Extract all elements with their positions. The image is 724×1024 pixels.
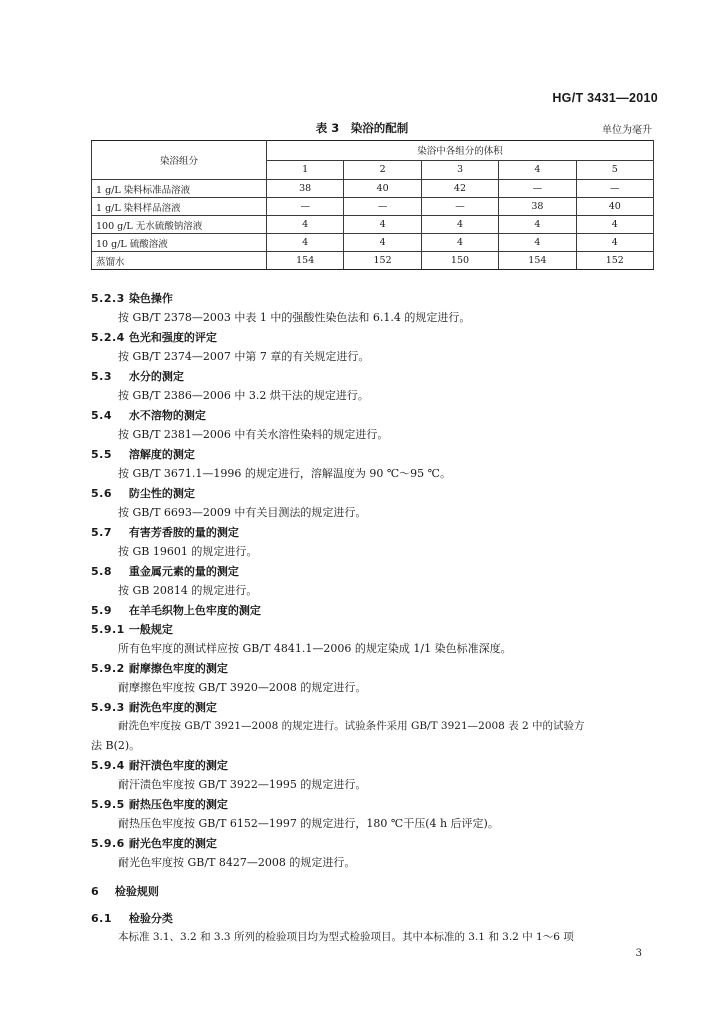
section-text: 按 GB/T 2381—2006 中有关水溶性染料的规定进行。 bbox=[118, 428, 389, 441]
section-text: 本标准 3.1、3.2 和 3.3 所列的检验项目均为型式检验项目。其中本标准的 3.1 和 3.2 中 1～6 项 bbox=[118, 931, 574, 943]
section-heading: 5.8 重金属元素的量的测定 bbox=[91, 565, 239, 578]
chapter-heading: 6 检验规则 bbox=[91, 885, 159, 898]
section-text: 耐汗渍色牢度按 GB/T 3922—1995 的规定进行。 bbox=[118, 778, 367, 791]
section-text: 按 GB 19601 的规定进行。 bbox=[118, 545, 258, 558]
group-header: 染浴中各组分的体积 bbox=[267, 141, 654, 161]
section-text: 按 GB/T 2378—2003 中表 1 中的强酸性染色法和 6.1.4 的规定进行。 bbox=[118, 311, 471, 324]
section-text: 按 GB/T 2374—2007 中第 7 章的有关规定进行。 bbox=[118, 350, 370, 363]
section-heading: 5.3 水分的测定 bbox=[91, 370, 184, 383]
column-header: 3 bbox=[421, 160, 498, 180]
table-cell: 4 bbox=[576, 234, 653, 252]
table-cell: 152 bbox=[576, 252, 653, 270]
section-text: 所有色牢度的测试样应按 GB/T 4841.1—2006 的规定染成 1/1 染色标准深度。 bbox=[118, 642, 512, 655]
table-row bbox=[92, 216, 654, 234]
table-cell: 4 bbox=[267, 234, 344, 252]
table-cell: — bbox=[499, 180, 576, 198]
table-header-row bbox=[92, 141, 654, 161]
table-cell: 4 bbox=[499, 216, 576, 234]
table-cell: 4 bbox=[344, 234, 421, 252]
page-number: 3 bbox=[635, 948, 642, 959]
section-text: 按 GB 20814 的规定进行。 bbox=[118, 584, 258, 597]
column-header: 2 bbox=[344, 160, 421, 180]
standard-code: HG/T 3431—2010 bbox=[552, 91, 658, 105]
table-cell: 4 bbox=[576, 216, 653, 234]
section-heading: 5.2.4 色光和强度的评定 bbox=[91, 331, 217, 344]
section-text-continued: 法 B(2)。 bbox=[91, 739, 141, 752]
section-heading: 5.9 在羊毛织物上色牢度的测定 bbox=[91, 604, 261, 617]
section-text: 按 GB/T 2386—2006 中 3.2 烘干法的规定进行。 bbox=[118, 389, 369, 402]
section-heading: 5.9.5 耐热压色牢度的测定 bbox=[91, 798, 228, 811]
section-text: 按 GB/T 6693—2009 中有关目测法的规定进行。 bbox=[118, 506, 367, 519]
table-cell: 154 bbox=[499, 252, 576, 270]
section-heading: 5.9.4 耐汗渍色牢度的测定 bbox=[91, 759, 228, 772]
column-header: 1 bbox=[267, 160, 344, 180]
section-text: 耐摩擦色牢度按 GB/T 3920—2008 的规定进行。 bbox=[118, 681, 367, 694]
table-cell: 150 bbox=[421, 252, 498, 270]
table-cell: 154 bbox=[267, 252, 344, 270]
table-cell: 152 bbox=[344, 252, 421, 270]
table-cell: — bbox=[576, 180, 653, 198]
section-heading: 5.9.2 耐摩擦色牢度的测定 bbox=[91, 662, 228, 675]
section-heading: 5.7 有害芳香胺的量的测定 bbox=[91, 526, 239, 539]
section-text: 耐光色牢度按 GB/T 8427—2008 的规定进行。 bbox=[118, 856, 356, 869]
table-cell: 4 bbox=[499, 234, 576, 252]
table-cell: 42 bbox=[421, 180, 498, 198]
row-label: 1 g/L 染料样品溶液 bbox=[92, 198, 267, 216]
section-heading: 5.6 防尘性的测定 bbox=[91, 487, 195, 500]
column-header: 5 bbox=[576, 160, 653, 180]
table-cell: 4 bbox=[421, 234, 498, 252]
section-heading: 5.5 溶解度的测定 bbox=[91, 448, 195, 461]
section-heading: 5.9.1 一般规定 bbox=[91, 623, 173, 636]
dye-bath-table bbox=[91, 140, 654, 270]
section-heading: 5.9.3 耐洗色牢度的测定 bbox=[91, 701, 217, 714]
table-row bbox=[92, 252, 654, 270]
row-label: 1 g/L 染料标准品溶液 bbox=[92, 180, 267, 198]
row-label: 10 g/L 硫酸溶液 bbox=[92, 234, 267, 252]
column-header: 4 bbox=[499, 160, 576, 180]
section-heading: 5.9.6 耐光色牢度的测定 bbox=[91, 837, 217, 850]
section-heading: 6.1 检验分类 bbox=[91, 912, 173, 925]
table-cell: 4 bbox=[421, 216, 498, 234]
row-label: 蒸馏水 bbox=[92, 252, 267, 270]
table-cell: 38 bbox=[267, 180, 344, 198]
table-unit: 单位为毫升 bbox=[602, 125, 652, 136]
section-text: 耐洗色牢度按 GB/T 3921—2008 的规定进行。试验条件采用 GB/T 3921—2008 表 2 中的试验方 bbox=[118, 720, 585, 732]
table-row bbox=[92, 234, 654, 252]
table-cell: 4 bbox=[267, 216, 344, 234]
table-cell: — bbox=[421, 198, 498, 216]
table-caption: 表 3 染浴的配制 bbox=[315, 121, 409, 135]
row-label: 100 g/L 无水硫酸钠溶液 bbox=[92, 216, 267, 234]
table-cell: 38 bbox=[499, 198, 576, 216]
section-text: 按 GB/T 3671.1—1996 的规定进行，溶解温度为 90 ℃～95 ℃。 bbox=[118, 467, 451, 480]
table-row bbox=[92, 198, 654, 216]
table-row bbox=[92, 180, 654, 198]
table-cell: 4 bbox=[344, 216, 421, 234]
corner-label: 染浴组分 bbox=[92, 141, 267, 180]
table-cell: 40 bbox=[576, 198, 653, 216]
table-cell: — bbox=[267, 198, 344, 216]
table-cell: — bbox=[344, 198, 421, 216]
section-text: 耐热压色牢度按 GB/T 6152—1997 的规定进行，180 ℃干压(4 h 后评定)。 bbox=[118, 817, 499, 830]
table-cell: 40 bbox=[344, 180, 421, 198]
section-heading: 5.2.3 染色操作 bbox=[91, 292, 173, 305]
section-heading: 5.4 水不溶物的测定 bbox=[91, 409, 206, 422]
